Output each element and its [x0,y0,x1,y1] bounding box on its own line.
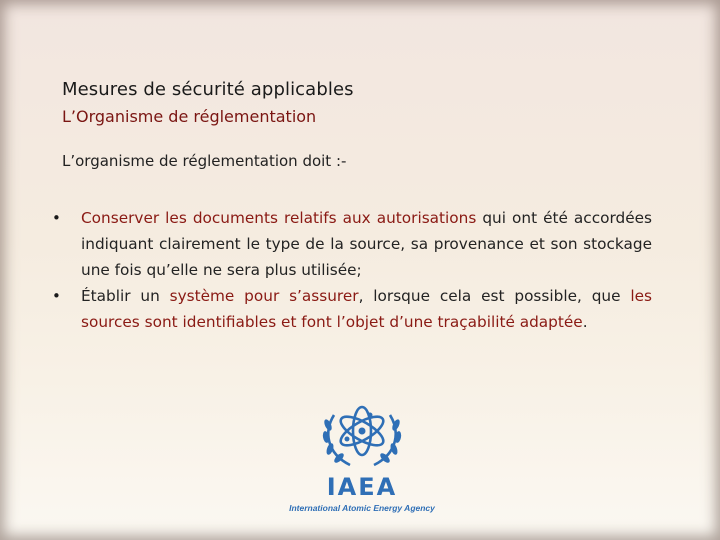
bullet-marker: • [52,287,61,305]
slide-subtitle: L’Organisme de réglementation [62,107,317,126]
intro-text: L’organisme de réglementation doit :- [62,152,347,170]
bullet-text-segment: qui ont été accordées indiquant clairement le type de la source, sa provenance et son stockage une fois qu’elle ne sera plus utilisée; [81,209,652,279]
slide-title: Mesures de sécurité applicables [62,79,354,100]
bullet-text-segment: Conserver les documents relatifs aux autorisations [81,209,483,227]
bullet-marker: • [52,209,61,227]
logo-name: IAEA [326,473,398,501]
iaea-atom-emblem-icon [320,395,404,471]
bullet-text-segment: système pour s’assurer [169,287,359,305]
bullet-text-segment: , lorsque cela est possible, que [358,287,631,305]
bullet-item-traceability [52,283,652,335]
logo-full-name: International Atomic Energy Agency [289,503,435,513]
bullet-text-segment: Établir un [81,287,170,305]
iaea-logo [282,395,442,520]
bullet-text-segment: les sources sont identifiables et font l’objet d’une traçabilité adaptée [81,287,653,331]
bullet-list [52,205,652,335]
bullet-text-segment: . [582,313,588,331]
bullet-item-records [52,205,652,283]
